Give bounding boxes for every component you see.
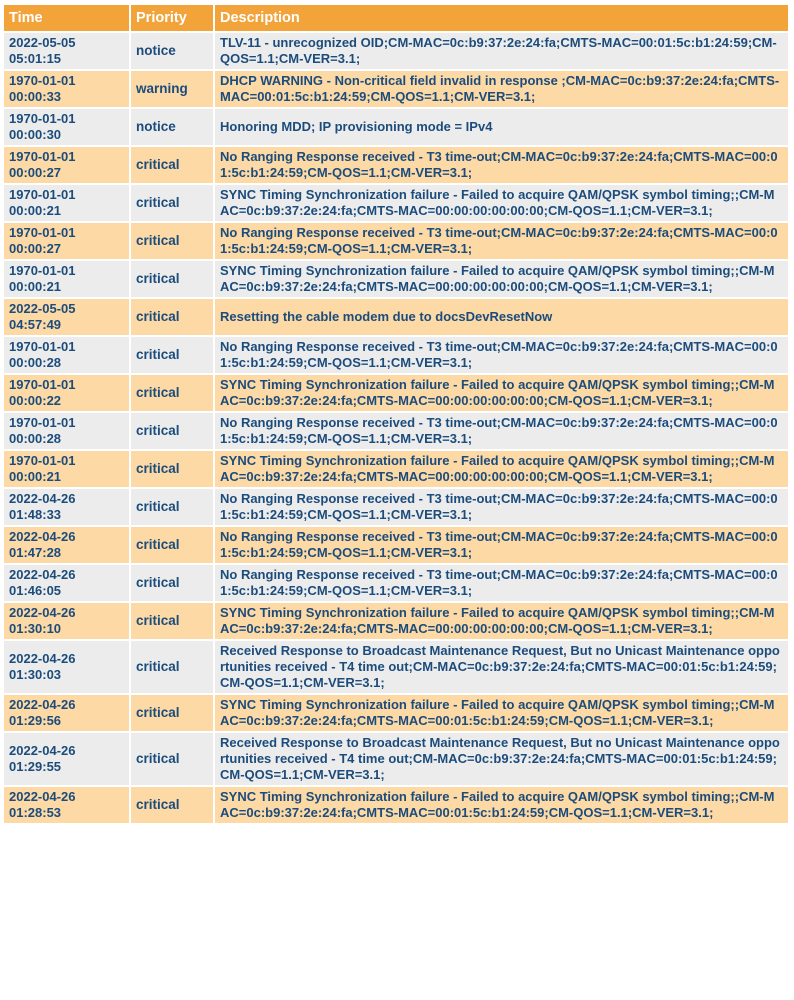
time-cell: [4, 109, 129, 145]
description-cell: SYNC Timing Synchronization failure - Failed to acquire QAM/QPSK symbol timing;;CM-MAC=0c:b9:37:2e:24:fa;CMTS-MAC=00:00:00:00:00:00;CM-QOS=1.1;CM-VER=3.1;: [215, 261, 788, 297]
event-clock: 01:29:56: [9, 713, 62, 728]
table-row: [4, 375, 788, 411]
event-clock: 01:30:10: [9, 621, 62, 636]
description-cell: SYNC Timing Synchronization failure - Failed to acquire QAM/QPSK symbol timing;;CM-MAC=0c:b9:37:2e:24:fa;CMTS-MAC=00:00:00:00:00:00;CM-QOS=1.1;CM-VER=3.1;: [215, 375, 788, 411]
description-cell: Honoring MDD; IP provisioning mode = IPv4: [215, 109, 788, 145]
priority-cell: critical: [131, 565, 213, 601]
description-cell: SYNC Timing Synchronization failure - Failed to acquire QAM/QPSK symbol timing;;CM-MAC=0c:b9:37:2e:24:fa;CMTS-MAC=00:00:00:00:00:00;CM-QOS=1.1;CM-VER=3.1;: [215, 185, 788, 221]
event-date: 1970-01-01: [9, 111, 76, 126]
time-cell: [4, 451, 129, 487]
priority-cell: critical: [131, 489, 213, 525]
priority-cell: critical: [131, 641, 213, 693]
event-clock: 00:00:22: [9, 393, 62, 408]
table-row: [4, 695, 788, 731]
event-clock: 00:00:33: [9, 89, 62, 104]
table-row: [4, 71, 788, 107]
description-cell: DHCP WARNING - Non-critical field invalid in response ;CM-MAC=0c:b9:37:2e:24:fa;CMTS-MAC=00:01:5c:b1:24:59;CM-QOS=1.1;CM-VER=3.1;: [215, 71, 788, 107]
event-clock: 00:00:27: [9, 241, 62, 256]
time-cell: [4, 71, 129, 107]
event-clock: 00:00:27: [9, 165, 62, 180]
time-cell: [4, 147, 129, 183]
event-date: 2022-05-05: [9, 35, 76, 50]
table-row: [4, 413, 788, 449]
event-date: 1970-01-01: [9, 339, 76, 354]
priority-cell: critical: [131, 527, 213, 563]
table-row: [4, 109, 788, 145]
description-cell: SYNC Timing Synchronization failure - Failed to acquire QAM/QPSK symbol timing;;CM-MAC=0c:b9:37:2e:24:fa;CMTS-MAC=00:00:00:00:00:00;CM-QOS=1.1;CM-VER=3.1;: [215, 451, 788, 487]
event-date: 2022-04-26: [9, 605, 76, 620]
priority-cell: warning: [131, 71, 213, 107]
time-cell: [4, 337, 129, 373]
table-row: [4, 33, 788, 69]
event-date: 2022-04-26: [9, 491, 76, 506]
priority-cell: notice: [131, 109, 213, 145]
description-cell: Received Response to Broadcast Maintenance Request, But no Unicast Maintenance opportunities received - T4 time out;CM-MAC=0c:b9:37:2e:24:fa;CMTS-MAC=00:01:5c:b1:24:59;CM-QOS=1.1;CM-VER=3.1;: [215, 733, 788, 785]
event-date: 2022-04-26: [9, 567, 76, 582]
column-header-priority: Priority: [131, 5, 213, 31]
table-row: [4, 527, 788, 563]
table-row: [4, 565, 788, 601]
description-cell: No Ranging Response received - T3 time-out;CM-MAC=0c:b9:37:2e:24:fa;CMTS-MAC=00:01:5c:b1:24:59;CM-QOS=1.1;CM-VER=3.1;: [215, 489, 788, 525]
event-date: 1970-01-01: [9, 149, 76, 164]
event-clock: 00:00:21: [9, 203, 62, 218]
priority-cell: critical: [131, 223, 213, 259]
table-row: [4, 733, 788, 785]
time-cell: [4, 733, 129, 785]
time-cell: [4, 695, 129, 731]
event-clock: 05:01:15: [9, 51, 62, 66]
description-cell: Received Response to Broadcast Maintenance Request, But no Unicast Maintenance opportunities received - T4 time out;CM-MAC=0c:b9:37:2e:24:fa;CMTS-MAC=00:01:5c:b1:24:59;CM-QOS=1.1;CM-VER=3.1;: [215, 641, 788, 693]
time-cell: [4, 299, 129, 335]
description-cell: No Ranging Response received - T3 time-out;CM-MAC=0c:b9:37:2e:24:fa;CMTS-MAC=00:01:5c:b1:24:59;CM-QOS=1.1;CM-VER=3.1;: [215, 527, 788, 563]
time-cell: [4, 261, 129, 297]
description-cell: SYNC Timing Synchronization failure - Failed to acquire QAM/QPSK symbol timing;;CM-MAC=0c:b9:37:2e:24:fa;CMTS-MAC=00:01:5c:b1:24:59;CM-QOS=1.1;CM-VER=3.1;: [215, 787, 788, 823]
event-date: 2022-04-26: [9, 529, 76, 544]
event-clock: 00:00:30: [9, 127, 62, 142]
event-date: 1970-01-01: [9, 415, 76, 430]
description-cell: No Ranging Response received - T3 time-out;CM-MAC=0c:b9:37:2e:24:fa;CMTS-MAC=00:01:5c:b1:24:59;CM-QOS=1.1;CM-VER=3.1;: [215, 413, 788, 449]
event-clock: 00:00:21: [9, 279, 62, 294]
column-header-time: Time: [4, 5, 129, 31]
description-cell: No Ranging Response received - T3 time-out;CM-MAC=0c:b9:37:2e:24:fa;CMTS-MAC=00:01:5c:b1:24:59;CM-QOS=1.1;CM-VER=3.1;: [215, 147, 788, 183]
time-cell: [4, 603, 129, 639]
event-date: 1970-01-01: [9, 377, 76, 392]
event-log-table: [2, 3, 790, 825]
priority-cell: critical: [131, 147, 213, 183]
event-clock: 04:57:49: [9, 317, 62, 332]
header-row: [4, 5, 788, 31]
description-cell: TLV-11 - unrecognized OID;CM-MAC=0c:b9:37:2e:24:fa;CMTS-MAC=00:01:5c:b1:24:59;CM-QOS=1.1;CM-VER=3.1;: [215, 33, 788, 69]
table-row: [4, 223, 788, 259]
table-row: [4, 787, 788, 823]
event-clock: 01:48:33: [9, 507, 62, 522]
event-date: 2022-04-26: [9, 743, 76, 758]
event-date: 1970-01-01: [9, 187, 76, 202]
table-header: [4, 5, 788, 31]
time-cell: [4, 375, 129, 411]
time-cell: [4, 33, 129, 69]
event-date: 1970-01-01: [9, 453, 76, 468]
priority-cell: notice: [131, 33, 213, 69]
priority-cell: critical: [131, 787, 213, 823]
table-row: [4, 299, 788, 335]
time-cell: [4, 641, 129, 693]
time-cell: [4, 527, 129, 563]
table-row: [4, 603, 788, 639]
event-date: 2022-04-26: [9, 789, 76, 804]
time-cell: [4, 223, 129, 259]
table-row: [4, 337, 788, 373]
table-row: [4, 489, 788, 525]
event-date: 1970-01-01: [9, 225, 76, 240]
description-cell: Resetting the cable modem due to docsDevResetNow: [215, 299, 788, 335]
priority-cell: critical: [131, 261, 213, 297]
event-clock: 00:00:28: [9, 431, 62, 446]
table-row: [4, 641, 788, 693]
event-clock: 01:29:55: [9, 759, 62, 774]
time-cell: [4, 489, 129, 525]
event-clock: 01:30:03: [9, 667, 62, 682]
time-cell: [4, 185, 129, 221]
description-cell: SYNC Timing Synchronization failure - Failed to acquire QAM/QPSK symbol timing;;CM-MAC=0c:b9:37:2e:24:fa;CMTS-MAC=00:01:5c:b1:24:59;CM-QOS=1.1;CM-VER=3.1;: [215, 695, 788, 731]
table-row: [4, 261, 788, 297]
event-clock: 01:28:53: [9, 805, 62, 820]
priority-cell: critical: [131, 603, 213, 639]
table-row: [4, 451, 788, 487]
event-date: 2022-04-26: [9, 651, 76, 666]
description-cell: No Ranging Response received - T3 time-out;CM-MAC=0c:b9:37:2e:24:fa;CMTS-MAC=00:01:5c:b1:24:59;CM-QOS=1.1;CM-VER=3.1;: [215, 565, 788, 601]
priority-cell: critical: [131, 413, 213, 449]
table-row: [4, 185, 788, 221]
priority-cell: critical: [131, 375, 213, 411]
priority-cell: critical: [131, 299, 213, 335]
time-cell: [4, 787, 129, 823]
event-date: 2022-04-26: [9, 697, 76, 712]
event-date: 2022-05-05: [9, 301, 76, 316]
column-header-description: Description: [215, 5, 788, 31]
event-date: 1970-01-01: [9, 73, 76, 88]
time-cell: [4, 565, 129, 601]
priority-cell: critical: [131, 185, 213, 221]
event-clock: 01:46:05: [9, 583, 62, 598]
priority-cell: critical: [131, 337, 213, 373]
priority-cell: critical: [131, 451, 213, 487]
description-cell: No Ranging Response received - T3 time-out;CM-MAC=0c:b9:37:2e:24:fa;CMTS-MAC=00:01:5c:b1:24:59;CM-QOS=1.1;CM-VER=3.1;: [215, 337, 788, 373]
event-clock: 00:00:21: [9, 469, 62, 484]
table-body: [4, 33, 788, 823]
priority-cell: critical: [131, 695, 213, 731]
event-date: 1970-01-01: [9, 263, 76, 278]
priority-cell: critical: [131, 733, 213, 785]
event-clock: 01:47:28: [9, 545, 62, 560]
table-row: [4, 147, 788, 183]
description-cell: No Ranging Response received - T3 time-out;CM-MAC=0c:b9:37:2e:24:fa;CMTS-MAC=00:01:5c:b1:24:59;CM-QOS=1.1;CM-VER=3.1;: [215, 223, 788, 259]
description-cell: SYNC Timing Synchronization failure - Failed to acquire QAM/QPSK symbol timing;;CM-MAC=0c:b9:37:2e:24:fa;CMTS-MAC=00:00:00:00:00:00;CM-QOS=1.1;CM-VER=3.1;: [215, 603, 788, 639]
time-cell: [4, 413, 129, 449]
event-clock: 00:00:28: [9, 355, 62, 370]
